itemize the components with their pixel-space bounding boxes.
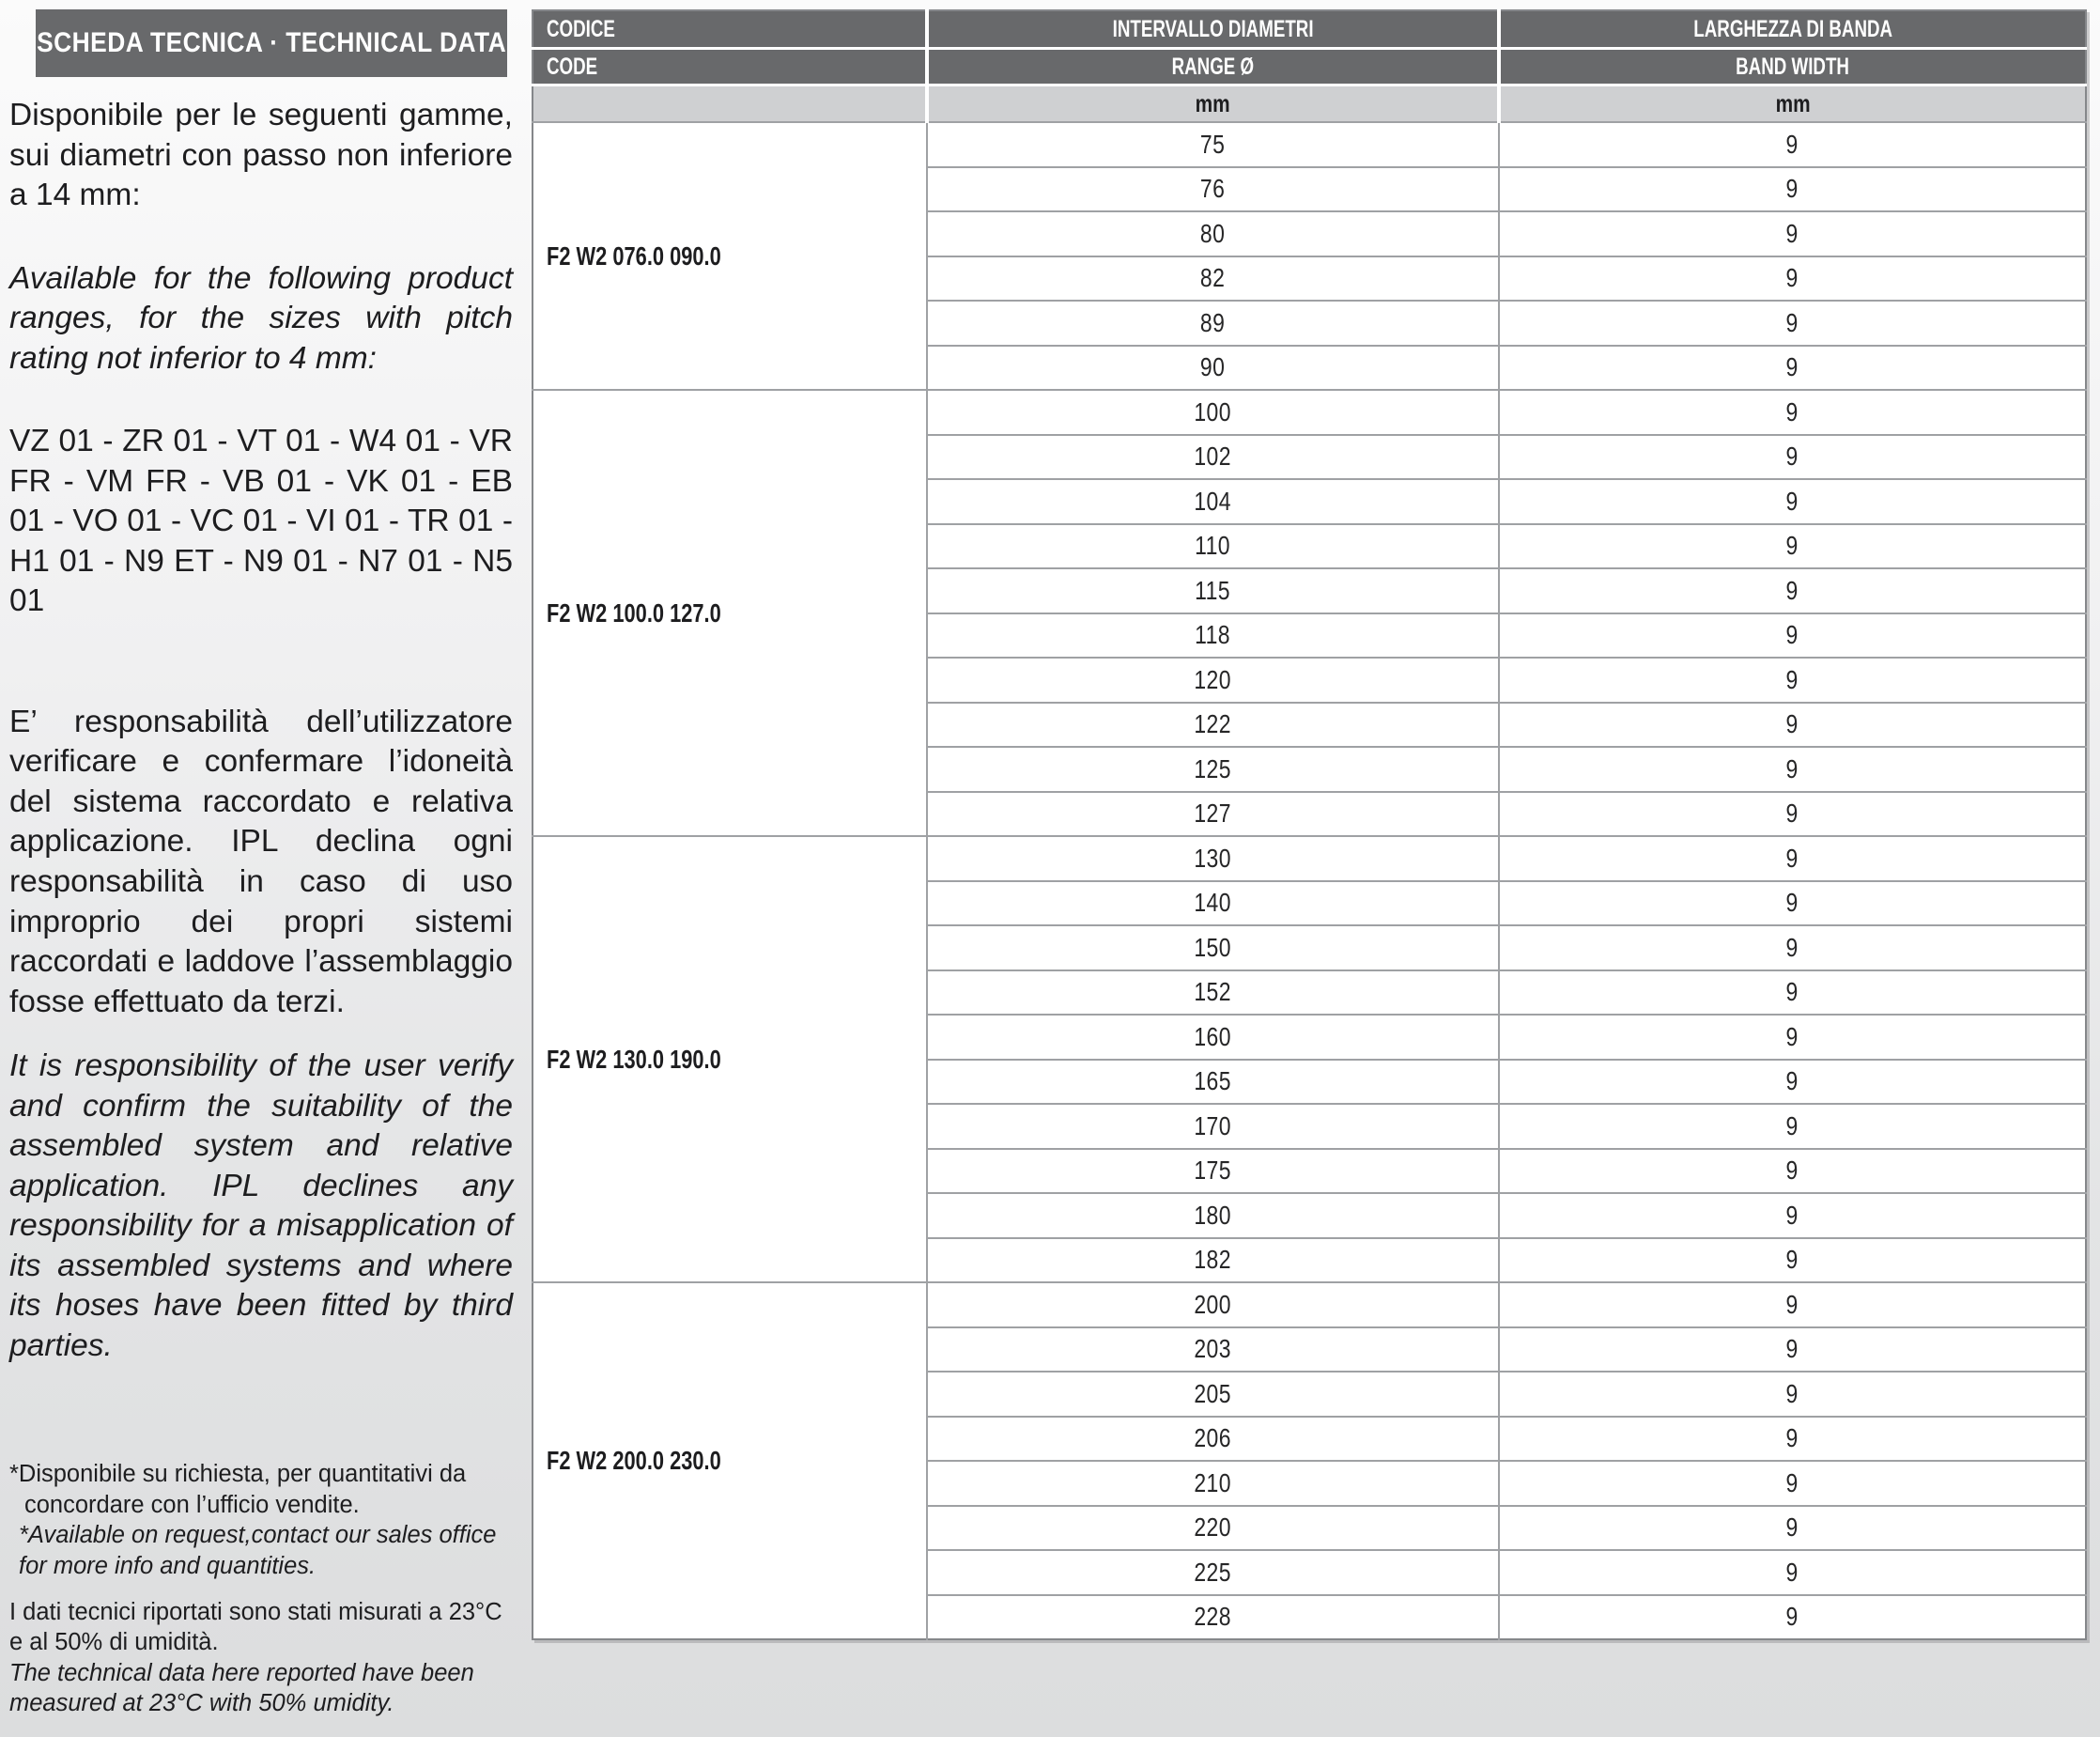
diameter-value: 104 [1194,486,1232,516]
diameter-value: 160 [1194,1021,1232,1051]
unit-mm-diameter: mm [927,85,1499,123]
diameter-value: 205 [1194,1378,1232,1408]
diameter-value: 200 [1194,1289,1232,1319]
diameter-value: 102 [1194,442,1232,472]
diameter-value: 206 [1194,1423,1232,1453]
band-width-cell [1499,390,2086,435]
diameter-cell [927,1015,1499,1060]
diameter-cell [927,658,1499,703]
band-width-value: 9 [1785,352,1799,382]
product-code: F2 W2 130.0 190.0 [547,1044,721,1074]
diameter-cell [927,524,1499,569]
band-width-cell [1499,1417,2086,1462]
diameter-value: 165 [1194,1066,1232,1096]
diameter-value: 225 [1194,1557,1232,1587]
band-width-cell [1499,211,2086,256]
band-width-cell [1499,435,2086,480]
diameter-value: 115 [1195,575,1231,605]
diameter-cell [927,1506,1499,1551]
section-title-bar [36,9,507,77]
diameter-cell [927,1149,1499,1194]
diameter-value: 203 [1194,1334,1232,1364]
header-row-italian [533,10,2086,49]
diameter-cell [927,1461,1499,1506]
band-width-cell [1499,1506,2086,1551]
diameter-value: 228 [1194,1602,1232,1632]
band-width-cell [1499,970,2086,1016]
band-width-cell [1499,1060,2086,1105]
diameter-cell [927,1104,1499,1149]
diameter-value: 140 [1194,888,1232,918]
band-width-value: 9 [1785,1110,1799,1140]
band-width-cell [1499,792,2086,837]
code-cell [533,1282,927,1639]
diameter-cell [927,1327,1499,1373]
unit-empty-cell [533,85,927,123]
table-row [533,836,2086,881]
band-width-cell [1499,256,2086,302]
band-width-value: 9 [1785,1512,1799,1543]
diameter-value: 80 [1200,218,1226,248]
diameter-value: 150 [1194,932,1232,962]
diameter-value: 180 [1194,1200,1232,1230]
diameter-value: 127 [1194,799,1232,829]
band-width-value: 9 [1785,799,1799,829]
band-width-value: 9 [1785,174,1799,204]
band-width-value: 9 [1785,1378,1799,1408]
band-width-value: 9 [1785,664,1799,694]
unit-mm-band: mm [1499,85,2086,123]
intro-italian: Disponibile per le seguenti gamme, sui diametri con passo non inferiore a 14 mm: [9,98,513,213]
diameter-value: 75 [1200,129,1226,159]
header-range: RANGE Ø [927,49,1499,85]
band-width-cell [1499,167,2086,212]
band-width-value: 9 [1785,1289,1799,1319]
header-band-width: BAND WIDTH [1499,49,2086,85]
technical-data-table-wrap [532,9,2087,1640]
band-width-cell [1499,1238,2086,1283]
diameter-cell [927,925,1499,970]
band-width-cell [1499,747,2086,792]
diameter-cell [927,836,1499,881]
header-codice: CODICE [533,10,927,49]
band-width-cell [1499,1461,2086,1506]
diameter-cell [927,479,1499,524]
disclaimer-italian: E’ responsabilità dell’utilizzatore verificare e confermare l’idoneità del sistema raccordato e relativa applicazione. IPL declina ogni responsabilità in caso di uso improprio dei propri sistemi raccordati e laddove l’assemblaggio fosse effettuato da terzi. [9,704,513,1019]
diameter-cell [927,792,1499,837]
band-width-value: 9 [1785,531,1799,561]
code-cell [533,122,927,390]
disclaimer-english: It is responsibility of the user verify and confirm the suitability of the assembled system and relative application. IPL declines any responsibility for a misapplication of its assembled systems and where its hoses have been fitted by third parties. [9,1048,513,1363]
diameter-cell [927,1550,1499,1595]
diameter-value: 76 [1200,174,1226,204]
footnote-english: *Available on request,contact our sales office for more info and quantities. [19,1522,497,1579]
measurement-note-italian: I dati tecnici riportati sono stati misurati a 23°C e al 50% di umidità. [9,1598,502,1656]
footnote-italian: *Disponibile su richiesta, per quantitativi da concordare con l’ufficio vendite. [9,1461,467,1518]
table-row [533,1282,2086,1327]
diameter-cell [927,346,1499,391]
band-width-value: 9 [1785,1066,1799,1096]
band-width-value: 9 [1785,977,1799,1007]
header-row-english [533,49,2086,85]
diameter-value: 220 [1194,1512,1232,1543]
code-cell [533,836,927,1282]
band-width-value: 9 [1785,1200,1799,1230]
diameter-value: 89 [1200,307,1226,337]
band-width-cell [1499,1282,2086,1327]
diameter-cell [927,390,1499,435]
diameter-value: 175 [1194,1155,1232,1186]
band-width-cell [1499,1193,2086,1238]
diameter-cell [927,1595,1499,1640]
footnotes [9,1459,513,1725]
band-width-cell [1499,346,2086,391]
diameter-cell [927,1060,1499,1105]
band-width-cell [1499,1104,2086,1149]
band-width-value: 9 [1785,218,1799,248]
diameter-cell [927,703,1499,748]
band-width-value: 9 [1785,1467,1799,1497]
band-width-value: 9 [1785,843,1799,873]
code-cell [533,390,927,836]
product-ranges-list: VZ 01 - ZR 01 - VT 01 - W4 01 - VR FR - VM FR - VB 01 - VK 01 - EB 01 - VO 01 - VC 01 - VI 01 - TR 01 - H1 01 - N9 ET - N9 01 - N7 01 - N5 01 [9,424,513,619]
diameter-cell [927,1282,1499,1327]
diameter-cell [927,256,1499,302]
diameter-cell [927,1372,1499,1417]
band-width-value: 9 [1785,1557,1799,1587]
product-code: F2 W2 200.0 230.0 [547,1446,721,1475]
product-code: F2 W2 076.0 090.0 [547,240,721,271]
band-width-cell [1499,1149,2086,1194]
band-width-value: 9 [1785,709,1799,739]
diameter-value: 125 [1194,753,1232,783]
band-width-cell [1499,836,2086,881]
diameter-value: 182 [1194,1245,1232,1275]
diameter-cell [927,167,1499,212]
band-width-value: 9 [1785,263,1799,293]
measurement-note-english: The technical data here reported have been measured at 23°C with 50% umidity. [9,1659,474,1717]
band-width-value: 9 [1785,1423,1799,1453]
table-row [533,390,2086,435]
diameter-cell [927,1417,1499,1462]
diameter-cell [927,881,1499,926]
page-title: SCHEDA TECNICA · TECHNICAL DATA [36,27,507,58]
product-code: F2 W2 100.0 127.0 [547,597,721,628]
table-row [533,122,2086,167]
diameter-cell [927,568,1499,613]
diameter-cell [927,747,1499,792]
diameter-value: 210 [1194,1467,1232,1497]
diameter-cell [927,1238,1499,1283]
band-width-value: 9 [1785,1334,1799,1364]
diameter-cell [927,211,1499,256]
band-width-cell [1499,568,2086,613]
unit-row [533,85,2086,123]
band-width-value: 9 [1785,307,1799,337]
diameter-value: 110 [1195,531,1231,561]
band-width-cell [1499,1327,2086,1373]
header-code: CODE [533,49,927,85]
band-width-cell [1499,1595,2086,1640]
band-width-cell [1499,703,2086,748]
band-width-value: 9 [1785,753,1799,783]
band-width-cell [1499,1550,2086,1595]
band-width-cell [1499,613,2086,659]
header-larghezza-di-banda: LARGHEZZA DI BANDA [1499,10,2086,49]
band-width-cell [1499,1372,2086,1417]
band-width-cell [1499,524,2086,569]
diameter-cell [927,435,1499,480]
diameter-value: 122 [1194,709,1232,739]
band-width-cell [1499,658,2086,703]
band-width-cell [1499,301,2086,346]
band-width-cell [1499,881,2086,926]
band-width-value: 9 [1785,1155,1799,1186]
band-width-cell [1499,925,2086,970]
band-width-value: 9 [1785,575,1799,605]
diameter-value: 90 [1200,352,1226,382]
info-panel [9,9,513,1725]
technical-data-table [532,9,2087,1640]
band-width-cell [1499,1015,2086,1060]
band-width-value: 9 [1785,1602,1799,1632]
band-width-value: 9 [1785,1245,1799,1275]
diameter-cell [927,301,1499,346]
band-width-value: 9 [1785,442,1799,472]
band-width-value: 9 [1785,932,1799,962]
band-width-cell [1499,479,2086,524]
diameter-value: 170 [1194,1110,1232,1140]
diameter-value: 82 [1200,263,1226,293]
diameter-cell [927,970,1499,1016]
diameter-value: 118 [1195,620,1231,650]
diameter-value: 120 [1194,664,1232,694]
diameter-cell [927,1193,1499,1238]
diameter-cell [927,613,1499,659]
band-width-value: 9 [1785,888,1799,918]
band-width-value: 9 [1785,620,1799,650]
band-width-cell [1499,122,2086,167]
diameter-value: 152 [1194,977,1232,1007]
band-width-value: 9 [1785,486,1799,516]
diameter-value: 100 [1194,396,1232,426]
diameter-cell [927,122,1499,167]
header-intervallo-diametri: INTERVALLO DIAMETRI [927,10,1499,49]
intro-english: Available for the following product ranges, for the sizes with pitch rating not inferior to 4 mm: [9,260,513,376]
diameter-value: 130 [1194,843,1232,873]
band-width-value: 9 [1785,396,1799,426]
band-width-value: 9 [1785,129,1799,159]
band-width-value: 9 [1785,1021,1799,1051]
